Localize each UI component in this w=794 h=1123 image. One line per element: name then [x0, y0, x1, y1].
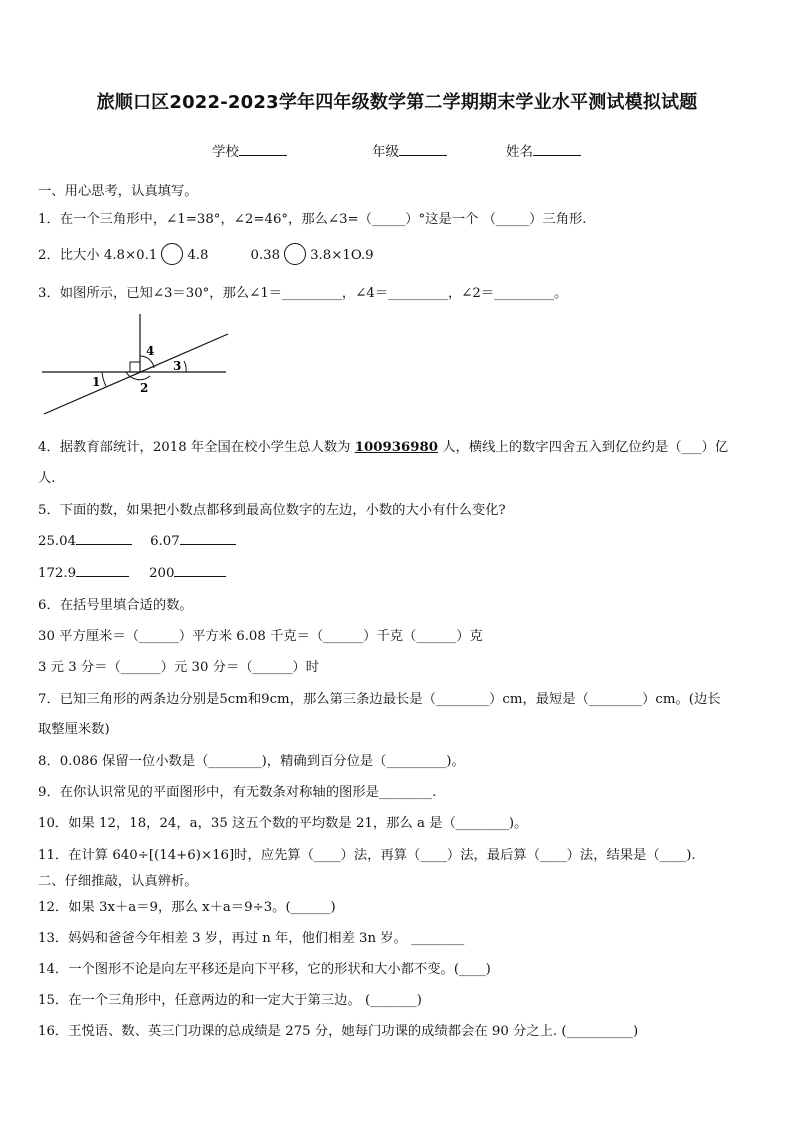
page-title: 旅顺口区2022-2023学年四年级数学第二学期期末学业水平测试模拟试题	[96, 92, 698, 113]
q5-value-1: 25.04	[38, 534, 77, 549]
q4-before: 4．据教育部统计，2018 年全国在校小学生总人数为	[38, 440, 355, 455]
q5-value-3: 172.9	[38, 566, 77, 581]
name-label: 姓名	[506, 144, 533, 160]
q2-prefix: 2．比大小 4.8×0.1	[38, 248, 158, 263]
question-7: 7．已知三角形的两条边分别是5cm和9cm，那么第三条边最长是（________）cm，最短是（________）cm。(边长	[38, 692, 721, 707]
q4-number: 100936980	[354, 440, 438, 455]
q5-blank-4[interactable]	[174, 563, 226, 577]
question-14: 14．一个图形不论是向左平移还是向下平移，它的形状和大小都不变。(____)	[38, 962, 491, 977]
question-3: 3．如图所示，已知∠3＝30°，那么∠1＝_________，∠4＝_________，∠2＝_________。	[38, 286, 568, 301]
q2-after2: 3.8×1O.9	[310, 248, 374, 263]
compare-circle-1[interactable]	[161, 243, 183, 265]
question-6-row-2: 3 元 3 分＝（______）元 30 分＝（______）时	[38, 660, 320, 675]
question-6: 6．在括号里填合适的数。	[38, 598, 193, 613]
question-6-row-1: 30 平方厘米＝（______）平方米 6.08 千克＝（______）千克（______）克	[38, 629, 483, 644]
question-9: 9．在你认识常见的平面图形中，有无数条对称轴的图形是________.	[38, 785, 437, 800]
question-11: 11．在计算 640÷[(14+6)×16]时，应先算（____）法，再算（____）法，最后算（____）法，结果是（____).	[38, 848, 696, 863]
angle-1-arc	[102, 372, 106, 386]
question-1: 1．在一个三角形中，∠1=38°，∠2=46°，那么∠3=（_____）°这是一个 （_____）三角形.	[38, 212, 587, 227]
question-8: 8．0.086 保留一位小数是（________)，精确到百分位是（_________)。	[38, 754, 465, 769]
question-10: 10．如果 12，18，24，a，35 这五个数的平均数是 21，那么 a 是（________)。	[38, 816, 528, 831]
section-1-heading: 一、用心思考，认真填写。	[38, 184, 198, 199]
q5-value-4: 200	[149, 566, 175, 581]
school-blank[interactable]	[239, 142, 287, 156]
angle-3-arc	[184, 361, 186, 372]
q5-blank-2[interactable]	[180, 531, 236, 545]
question-2	[38, 243, 374, 265]
section-2-heading: 二、仔细推敲，认真辨析。	[38, 874, 198, 889]
question-5-row-2	[38, 563, 226, 581]
q2-after1: 4.8	[187, 248, 209, 263]
name-blank[interactable]	[533, 142, 581, 156]
question-7-continued: 取整厘米数)	[38, 722, 110, 737]
question-4-continued: 人.	[38, 471, 56, 486]
question-12: 12．如果 3x＋a＝9，那么 x＋a＝9÷3。(______)	[38, 900, 336, 915]
question-13: 13．妈妈和爸爸今年相差 3 岁，再过 n 年，他们相差 3n 岁。 ________	[38, 931, 465, 946]
angle-figure	[36, 308, 236, 418]
label-3: 3	[173, 359, 182, 373]
question-15: 15．在一个三角形中，任意两边的和一定大于第三边。 (_______)	[38, 993, 422, 1008]
question-5-row-1	[38, 531, 236, 549]
diagonal-line	[44, 334, 228, 414]
q5-blank-1[interactable]	[76, 531, 132, 545]
compare-circle-2[interactable]	[284, 243, 306, 265]
question-4	[38, 436, 728, 455]
grade-field	[372, 140, 447, 160]
question-16: 16．王悦语、数、英三门功课的总成绩是 275 分，她每门功课的成绩都会在 90 分之上. (__________)	[38, 1024, 639, 1039]
school-field	[212, 140, 287, 160]
grade-label: 年级	[372, 144, 399, 160]
label-2: 2	[140, 381, 149, 395]
q4-after: 人，横线上的数字四舍五入到亿位约是（___）亿	[437, 440, 729, 455]
name-field	[506, 140, 581, 160]
question-5: 5．下面的数，如果把小数点都移到最高位数字的左边，小数的大小有什么变化?	[38, 503, 506, 518]
right-angle-mark	[130, 362, 140, 372]
label-1: 1	[92, 375, 101, 389]
school-label: 学校	[212, 144, 239, 160]
q2-second: 0.38	[250, 248, 281, 263]
label-4: 4	[146, 344, 155, 358]
q5-blank-3[interactable]	[76, 563, 129, 577]
grade-blank[interactable]	[399, 142, 447, 156]
q5-value-2: 6.07	[150, 534, 180, 549]
